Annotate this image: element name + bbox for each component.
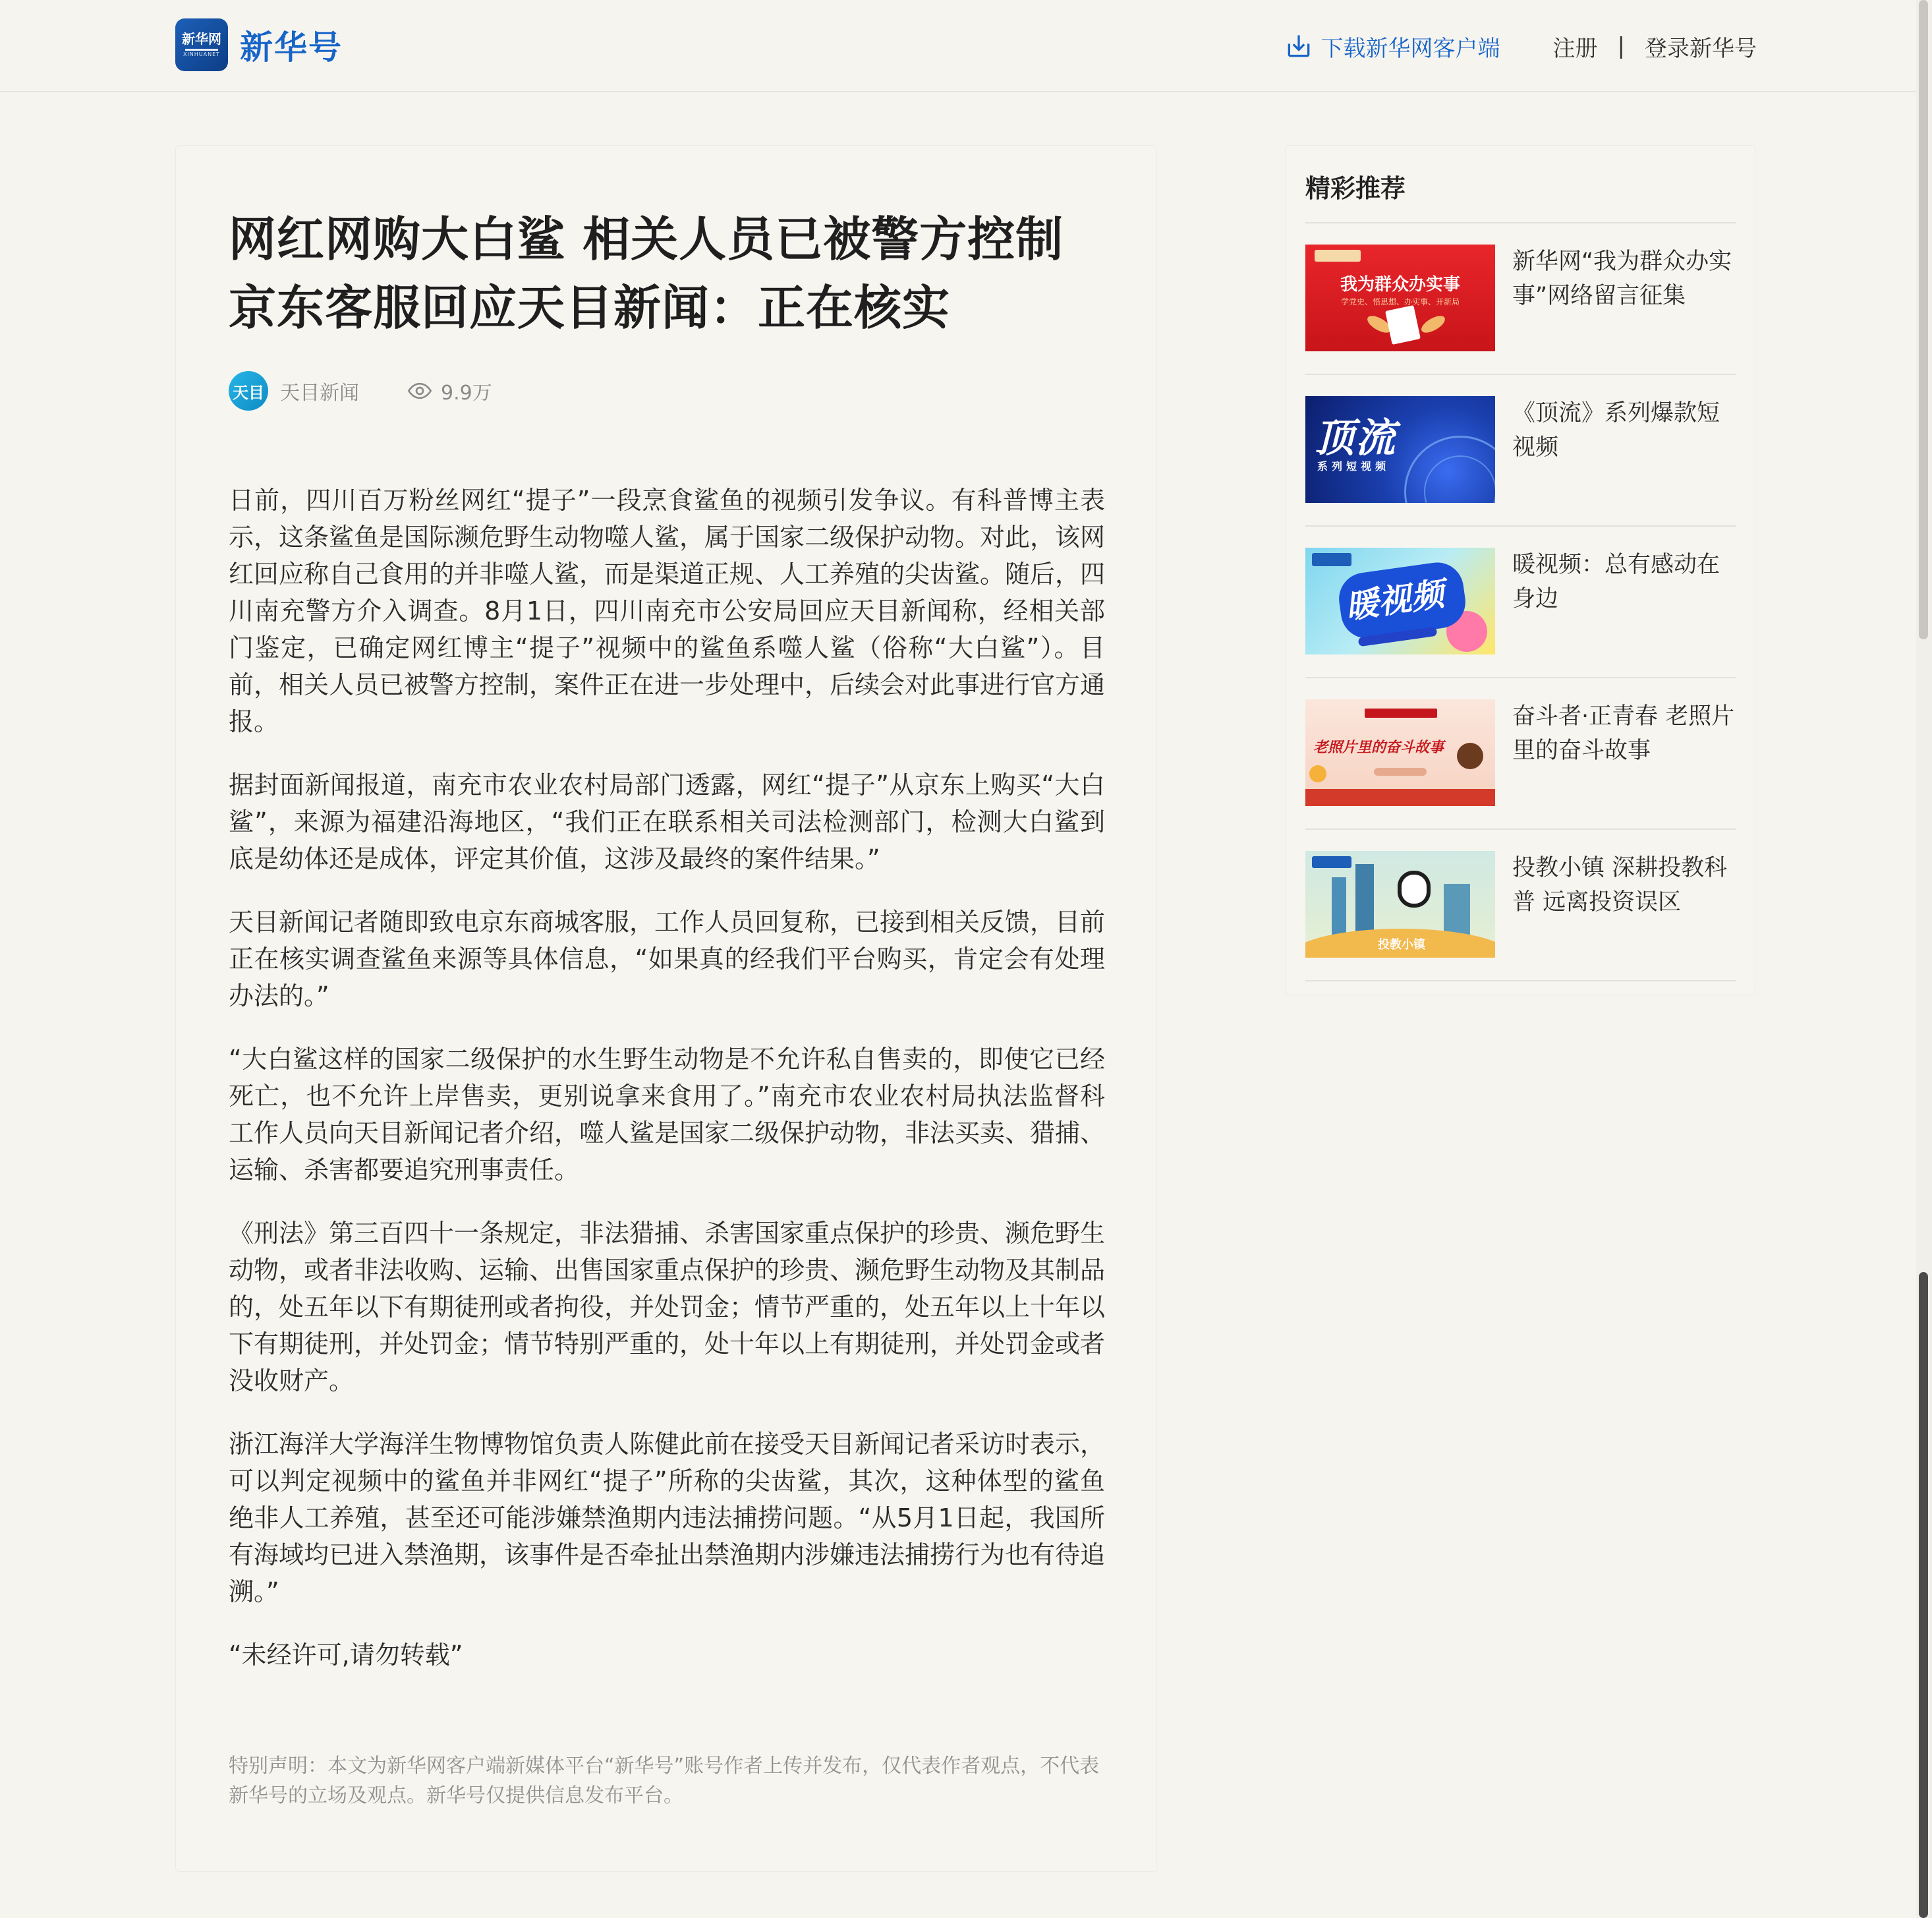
thumb-badge — [1312, 856, 1351, 868]
clock-shape — [1457, 743, 1483, 769]
thumb-text: 暖视频 — [1343, 574, 1446, 627]
scrollbar-thumb[interactable] — [1919, 0, 1928, 639]
thumb-text: 投教小镇 — [1378, 938, 1425, 952]
recommendation-item[interactable] — [1305, 830, 1736, 981]
thumb-text: 老照片里的奋斗故事 — [1313, 740, 1444, 756]
source-name[interactable]: 天目新闻 — [280, 382, 359, 405]
recommendation-title[interactable]: 新华网“我为群众办实事”网络留言征集 — [1512, 248, 1732, 309]
logo-badge-text: 新华网 — [182, 31, 221, 47]
recommendation-thumbnail[interactable] — [1305, 699, 1495, 806]
recommendation-thumbnail[interactable] — [1305, 245, 1495, 351]
thumb-text: 我为群众办实事 — [1340, 275, 1460, 295]
top-bar — [0, 0, 1932, 92]
thumb-bar — [1374, 768, 1427, 776]
header-nav — [1284, 26, 1757, 66]
leaf-shape — [1419, 312, 1448, 336]
article-paragraph: 天目新闻记者随即致电京东商城客服，工作人员回复称，已接到相关反馈，目前正在核实调查鲨鱼来源等具体信息，“如果真的经我们平台购买，肯定会有处理办法的。” — [229, 908, 1106, 1010]
register-link[interactable]: 注册 — [1552, 35, 1598, 62]
download-app-label: 下载新华网客户端 — [1321, 35, 1500, 62]
recommendation-item[interactable] — [1305, 223, 1736, 375]
thumb-footer — [1305, 789, 1495, 806]
article-paragraph: 《刑法》第三百四十一条规定，非法猎捕、杀害国家重点保护的珍贵、濒危野生动物，或者非法收购、运输、出售国家重点保护的珍贵、濒危野生动物及其制品的，处五年以下有期徒刑或者拘役，并处罚金；情节严重的，处五年以上十年以下有期徒刑，并处罚金；情节特别严重的，处十年以上有期徒刑，并处罚金或者没收财产。 — [229, 1219, 1106, 1395]
article-card — [175, 145, 1157, 1872]
thumb-text: 顶流 — [1315, 415, 1396, 461]
eye-icon — [407, 378, 433, 404]
thumb-badge — [1312, 553, 1351, 566]
article-paragraph: “未经许可,请勿转载” — [229, 1641, 463, 1670]
recommendation-title[interactable]: 奋斗者·正青春 老照片里的奋斗故事 — [1512, 703, 1735, 764]
scrollbar-thumb-secondary[interactable] — [1919, 1272, 1928, 1918]
article-meta — [229, 370, 492, 412]
nav-separator: | — [1617, 33, 1625, 59]
logo-badge-sub: XINHUANET — [183, 51, 221, 57]
thumb-subtext: 学党史、悟思想、办实事、开新局 — [1340, 297, 1460, 306]
source-avatar[interactable]: 天目 — [229, 371, 268, 411]
paper-shape — [1385, 305, 1421, 345]
recommendation-item[interactable] — [1305, 375, 1736, 527]
article-paragraph: 日前，四川百万粉丝网红“提子”一段烹食鲨鱼的视频引发争议。有科普博主表示，这条鲨鱼是国际濒危野生动物噬人鲨，属于国家二级保护动物。对此，该网红回应称自己食用的并非噬人鲨，而是渠道正规、人工养殖的尖齿鲨。随后，四川南充警方介入调查。8月1日，四川南充市公安局回应天目新闻称，经相关部门鉴定，已确定网红博主“提子”视频中的鲨鱼系噬人鲨（俗称“大白鲨”）。目前，相关人员已被警方控制，案件正在进一步处理中，后续会对此事进行官方通报。 — [229, 486, 1106, 736]
panda-shape — [1398, 871, 1431, 908]
recommendation-sidebar — [1285, 145, 1755, 995]
recommendation-item[interactable] — [1305, 678, 1736, 830]
recommendation-title[interactable]: 投教小镇 深耕投教科普 远离投资误区 — [1512, 855, 1728, 915]
logo-badge — [175, 18, 228, 71]
article-paragraph: 浙江海洋大学海洋生物博物馆负责人陈健此前在接受天目新闻记者采访时表示，可以判定视频中的鲨鱼并非网红“提子”所称的尖齿鲨，其次，这种体型的鲨鱼绝非人工养殖，甚至还可能涉嫌禁渔期内违法捕捞问题。“从5月1日起，我国所有海域均已进入禁渔期，该事件是否牵扯出禁渔期内涉嫌违法捕捞行为也有待追溯。” — [229, 1430, 1106, 1606]
recommendation-title[interactable]: 暖视频：总有感动在身边 — [1512, 552, 1720, 612]
download-app-link[interactable] — [1284, 30, 1500, 63]
article-title: 网红网购大白鲨 相关人员已被警方控制 京东客服回应天目新闻：正在核实 — [229, 212, 1064, 335]
login-link[interactable]: 登录新华号 — [1645, 35, 1757, 62]
disclaimer-notice: 特别声明：本文为新华网客户端新媒体平台“新华号”账号作者上传并发布，仅代表作者观点，不代表新华号的立场及观点。新华号仅提供信息发布平台。 — [229, 1755, 1100, 1807]
thumb-subtext: 系列短视频 — [1317, 460, 1390, 473]
thumb-tag — [1315, 250, 1361, 262]
sidebar-title: 精彩推荐 — [1305, 174, 1406, 203]
recommendation-list — [1305, 223, 1736, 981]
site-logo[interactable] — [175, 18, 343, 71]
logo-text: 新华号 — [240, 28, 343, 67]
recommendation-item[interactable] — [1305, 527, 1736, 678]
recommendation-thumbnail[interactable] — [1305, 851, 1495, 958]
decor-circle — [1309, 765, 1326, 782]
thumb-banner — [1365, 709, 1437, 718]
view-count: 9.9万 — [441, 382, 492, 405]
download-icon — [1284, 32, 1313, 61]
recommendation-title[interactable]: 《顶流》系列爆款短视频 — [1512, 400, 1720, 461]
article-paragraph: “大白鲨这样的国家二级保护的水生野生动物是不允许私自售卖的，即使它已经死亡，也不允许上岸售卖，更别说拿来食用了。”南充市农业农村局执法监督科工作人员向天目新闻记者介绍，噬人鲨是国家二级保护动物，非法买卖、猎捕、运输、杀害都要追究刑事责任。 — [229, 1045, 1106, 1184]
article-body — [229, 482, 1105, 1700]
recommendation-thumbnail[interactable] — [1305, 396, 1495, 503]
article-paragraph: 据封面新闻报道，南充市农业农村局部门透露，网红“提子”从京东上购买“大白鲨”，来源为福建沿海地区，“我们正在联系相关司法检测部门，检测大白鲨到底是幼体还是成体，评定其价值，这涉及最终的案件结果。” — [229, 770, 1105, 873]
recommendation-thumbnail[interactable] — [1305, 548, 1495, 654]
